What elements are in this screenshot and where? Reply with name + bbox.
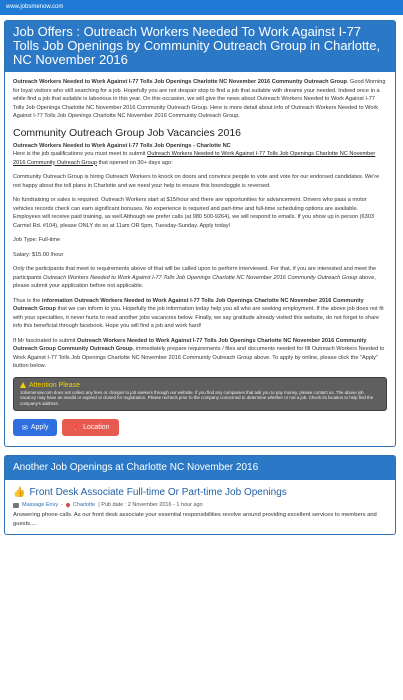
apply-label: Apply [30, 424, 49, 432]
page-title: Job Offers : Outreach Workers Needed To Work Against I-77 Tolls Job Openings by Community Outreach Group in Charlotte, NC November 2016 [5, 21, 395, 72]
warning-icon [20, 382, 26, 388]
attention-title: Attention Please [29, 381, 80, 389]
requirements-paragraph [13, 265, 387, 291]
other-jobs-title: Another Job Openings at Charlotte NC November 2016 [5, 456, 395, 480]
list-item [5, 480, 395, 534]
thus-suffix: that we can inform to you. Hopefully the job information today help you all who are seeking employment. If the above job does not fit with your specialties, it never hurts to read another jobs vacancies below. Finally, we say gratitude already visited this website, do not forget to share info this beneficial through facebook. Hope you will find a job and work hard! [13, 306, 384, 329]
job-title-link[interactable]: Front Desk Associate Full-time Or Part-time Job Openings [29, 487, 287, 499]
if-bold: Outreach Workers Needed to Work Against I-77 Tolls Job Openings Charlotte NC November 2016 Community Outreach Group Community Outreach Group [13, 337, 367, 352]
separator: - [61, 502, 63, 509]
section-subtitle: Outreach Workers Needed to Work Against I-77 Tolls Job Openings - Charlotte NC [13, 142, 231, 149]
thumbs-up-icon: 👍 [13, 487, 26, 499]
qual-link[interactable]: Outreach Workers Needed to Work Against I-77 Tolls Job Openings Charlotte NC November 2016 Community Outreach Group [13, 151, 376, 166]
section-title: Community Outreach Group Job Vacancies 2016 [13, 126, 242, 139]
intro-text: . Good Morning for loyal visitors who still searching for a job. Hopefully you are not despair stop to find a job that suitable with dreams your needed. Indeed once in a while find a job that suitable is laborious in this year. On this occasion, we will give the news about Outreach Workers Needed to Work Against I-77 Tolls Job Openings Charlotte NC November 2016 Community Outreach Group. Here is more detail about info of Outreach Workers Needed to Work Against I-77 Tolls Job Openings Charlotte NC November 2016 Community Outreach Group. [13, 79, 386, 119]
attention-title-row [20, 381, 380, 390]
if-suffix: , immediately prepare requirements / files and documents needed for fill Outreach Workers Needed to Work Against I-77 Tolls Job Openings Charlotte NC November 2016 Community Outreach Group above. To apply by online, please click the "Apply" button below. [13, 346, 385, 369]
other-jobs-panel [4, 455, 396, 535]
meet-text-2: above, please submit your application before not applicable. [13, 274, 376, 289]
intro-paragraph [13, 78, 387, 121]
apply-button[interactable] [13, 419, 57, 436]
action-buttons [13, 419, 387, 436]
job-snippet: Answering phone calls. As our front desk associate your essential responsibilities revolve around providing excellent services to members and guests.... [13, 512, 377, 527]
qualifications-paragraph [13, 150, 387, 167]
envelope-icon: ✉ [22, 424, 28, 432]
page-content [4, 20, 396, 535]
thus-bold: information Outreach Workers Needed to Work Against I-77 Tolls Job Openings Charlotte NC November 2016 Community Outreach Group [13, 297, 364, 312]
information-paragraph [13, 297, 387, 331]
qual-suffix: that opened on 30+ days ago: [96, 159, 173, 166]
map-pin-icon: 📍 [71, 424, 81, 432]
qual-prefix: Here is the job qualifications you must meet to submit [13, 151, 148, 157]
attention-box [13, 377, 387, 412]
location-button[interactable] [62, 419, 118, 436]
job-offer-body [5, 72, 395, 446]
company-icon [13, 503, 19, 508]
company-name[interactable]: Massage Envy [22, 502, 59, 509]
site-url[interactable]: www.jobsmenow.com [6, 4, 64, 10]
pub-date: | Pub date : 2 November 2016 - 1 hour ago [98, 502, 203, 509]
attention-text: Jobsmenow.com does not collect any fees or charges to job seekers through our website. If you find any companies that ask you to pay money, please contact us. The above job vacancy may have an invalid or expired or closed for registration. Please recheck prior to the company concerned to determine whether or not a job. Check its location to help find the company's address. [20, 389, 374, 406]
meet-text-1: Only the participants that meet to requirements above of that will be called upon to perform interviewed. For that, if you are interested and meet the participants [13, 266, 377, 281]
job-title-row[interactable] [13, 486, 387, 499]
intro-bold-lead: Outreach Workers Needed to Work Against I-77 Tolls Job Openings Charlotte NC November 2016 Community Outreach Group [13, 79, 347, 85]
description-paragraph-1: Community Outreach Group is hiring Outreach Workers to knock on doors and convince people to vote and vote for our endorsed candidates. We're not happy about the toll plans in Charlotte and we need your help to ensure this boondoggle is reversed. [13, 174, 380, 189]
meet-italic: Outreach Workers Needed to Work Against I-77 Tolls Job Openings Charlotte NC November 2016 Community Outreach Group [43, 274, 358, 281]
thus-prefix: Thus is the [13, 297, 42, 304]
location-label: Location [83, 424, 110, 432]
location-pin-icon [65, 502, 71, 508]
apply-instructions-paragraph [13, 337, 387, 371]
description-paragraph-2: No fundraising or sales is required. Outreach Workers start at $15/hour and there are opportunities for advancement. Drivers who pass a motor vehicles records check can earn significant bonuses. No experience is required and part-time and full-time scheduling options are available. Employees will receive paid training, as well.Although we prefer calls (at 980 500-9264), we will respond to emails. If you show up in person (6303 Carmel Rd. #104), please ONLY do so at 11am OR 5pm, Tuesday-Sunday. Apply today! [13, 197, 374, 229]
salary: Salary: $15.00 /hour [13, 251, 64, 258]
site-header-bar [0, 0, 403, 15]
job-location[interactable]: Charlotte [72, 502, 96, 509]
job-type: Job Type: Full-time [13, 237, 61, 243]
if-prefix: If Mr fascinated to submit [13, 337, 78, 344]
job-meta [13, 502, 387, 508]
job-offer-panel [4, 20, 396, 447]
